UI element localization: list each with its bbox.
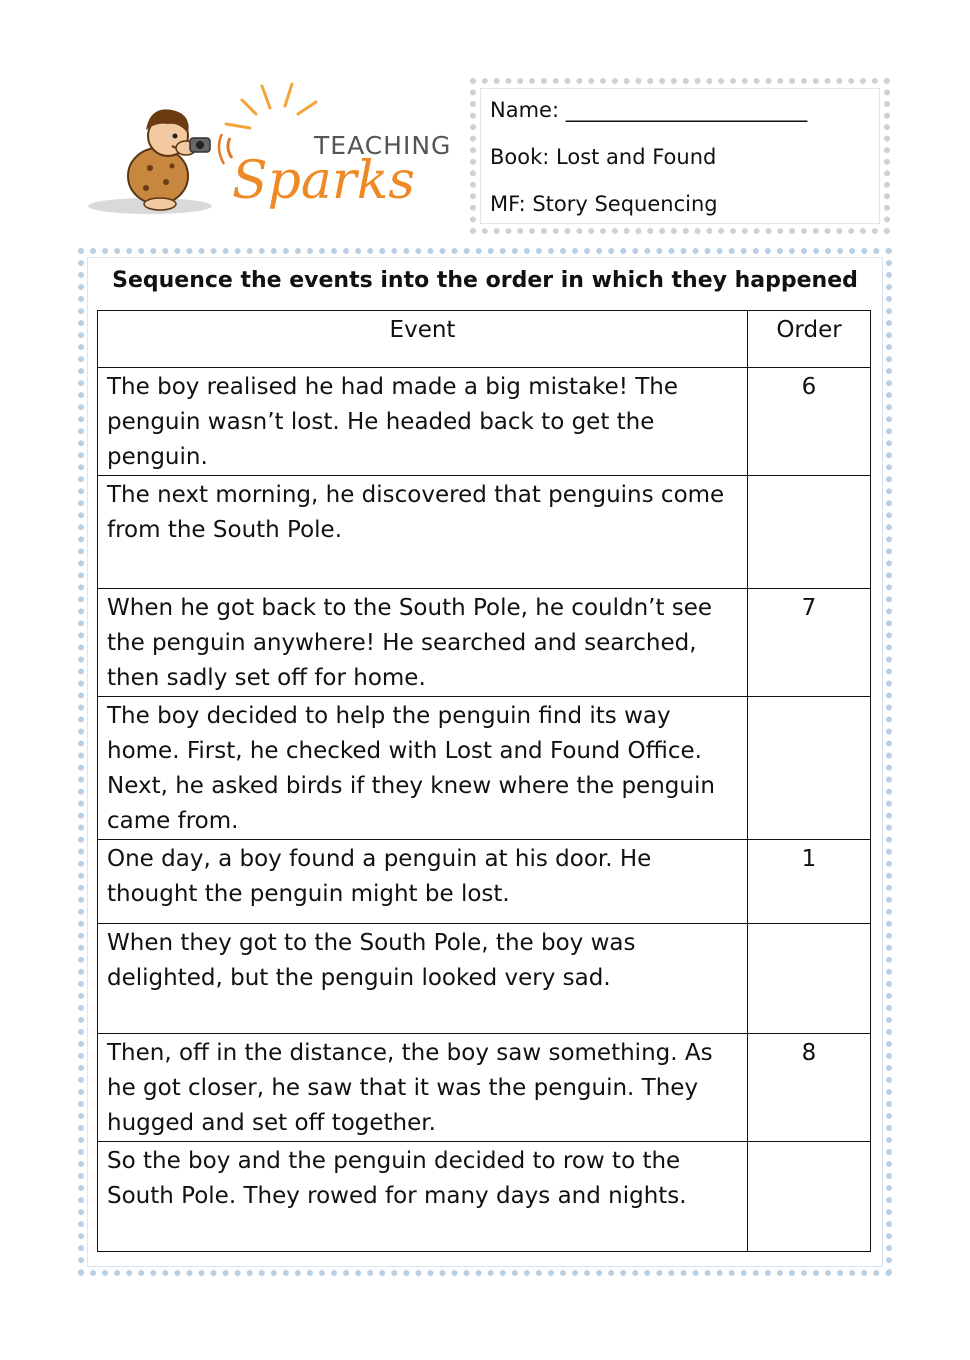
sequence-table — [97, 310, 871, 1252]
event-cell: One day, a boy found a penguin at his door. He thought the penguin might be lost. — [98, 840, 748, 924]
table-row — [98, 697, 871, 840]
book-title-label: Book: Lost and Found — [490, 145, 717, 169]
logo-graphic — [80, 78, 460, 228]
table-row — [98, 1142, 871, 1252]
event-cell: The boy realised he had made a big mistake! The penguin wasn’t lost. He headed back to get the penguin. — [98, 368, 748, 476]
order-column-header: Order — [748, 311, 871, 368]
order-cell[interactable]: 8 — [748, 1034, 871, 1142]
order-cell[interactable] — [748, 1142, 871, 1252]
teaching-sparks-logo — [80, 78, 460, 228]
spark-rays-icon — [226, 84, 316, 128]
logo-text-teaching: TEACHING — [314, 131, 452, 160]
event-cell: When they got to the South Pole, the boy was delighted, but the penguin looked very sad. — [98, 924, 748, 1034]
student-info-box — [470, 78, 890, 234]
order-cell[interactable]: 7 — [748, 589, 871, 697]
caveman-mascot-icon — [128, 109, 210, 210]
event-cell: When he got back to the South Pole, he couldn’t see the penguin anywhere! He searched and searched, then sadly set off for home. — [98, 589, 748, 697]
event-column-header: Event — [98, 311, 748, 368]
table-row — [98, 476, 871, 589]
order-cell[interactable] — [748, 924, 871, 1034]
order-cell[interactable]: 6 — [748, 368, 871, 476]
order-cell[interactable] — [748, 476, 871, 589]
mf-label: MF: Story Sequencing — [490, 192, 718, 216]
instruction-heading: Sequence the events into the order in which they happened — [112, 268, 858, 293]
table-row — [98, 840, 871, 924]
event-cell: Then, off in the distance, the boy saw something. As he got closer, he saw that it was the penguin. They hugged and set off together. — [98, 1034, 748, 1142]
order-cell[interactable] — [748, 697, 871, 840]
name-field-label: Name: _______________________ — [490, 98, 808, 122]
table-row — [98, 924, 871, 1034]
event-cell: The boy decided to help the penguin find its way home. First, he checked with Lost and Found Office. Next, he asked birds if they knew where the penguin came from. — [98, 697, 748, 840]
event-cell: So the boy and the penguin decided to row to the South Pole. They rowed for many days and nights. — [98, 1142, 748, 1252]
table-header-row — [98, 311, 871, 368]
table-row — [98, 589, 871, 697]
table-row — [98, 1034, 871, 1142]
table-row — [98, 368, 871, 476]
logo-text-sparks: Sparks — [232, 151, 415, 211]
order-cell[interactable]: 1 — [748, 840, 871, 924]
event-cell: The next morning, he discovered that penguins come from the South Pole. — [98, 476, 748, 589]
